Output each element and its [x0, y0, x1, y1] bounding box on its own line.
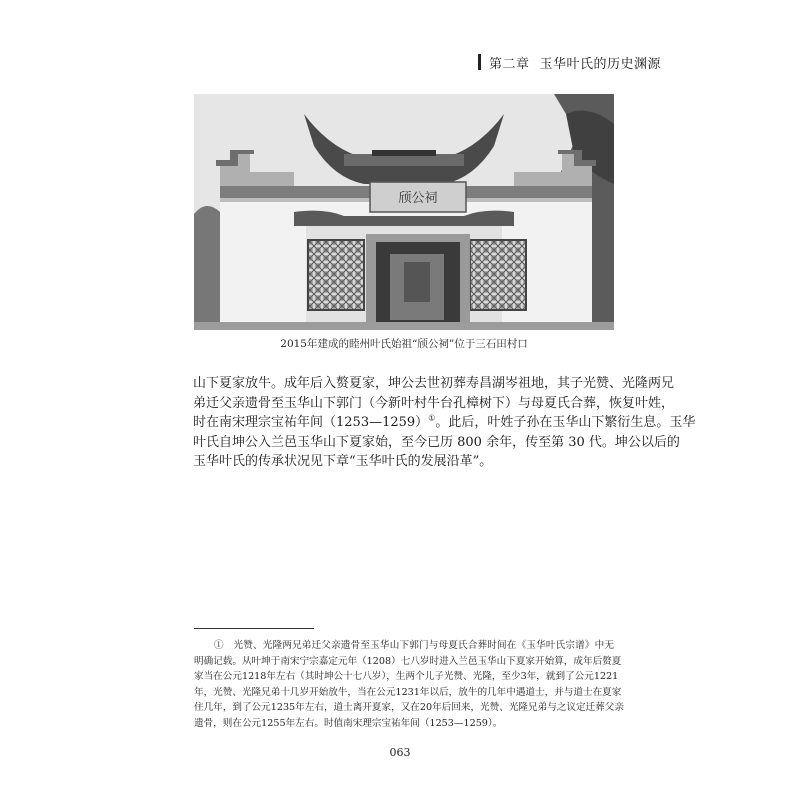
footnote-line: 家当在公元1218年左右（其时坤公十七八岁），生两个儿子光赞、光隆，至少3年，就到了公元1221 — [194, 671, 619, 682]
footnote-line: 住几年，到了公元1235年左右，道士离开夏家，又在20年后回来，光赞、光隆兄弟与之议定迁葬父亲 — [194, 702, 624, 713]
footnote-marker: ① — [214, 640, 224, 651]
footnote-text: 光赞、光隆两兄弟迁父亲遗骨至玉华山下郭门与母夏氏合葬时间在《玉华叶氏宗谱》中无 — [233, 640, 615, 651]
footnote-line: 遗骨，则在公元1255年左右。时值南宋理宗宝祐年间（1253—1259）。 — [194, 717, 503, 729]
ancestral-hall-photo — [194, 94, 614, 330]
body-line: 叶氏自坤公入兰邑玉华山下夏家始，至今已历 800 余年，传至第 30 代。坤公以后的 — [193, 434, 680, 450]
footnote-line: 明确记载。从叶坤于南宋宁宗嘉定元年（1208）七八岁时进入兰邑玉华山下夏家开始算，成年后赘夏 — [194, 655, 622, 667]
running-head — [478, 52, 661, 72]
footnote-separator — [194, 628, 314, 629]
body-text — [193, 374, 696, 472]
body-line: 玉华叶氏的传承状况见下章“玉华叶氏的发展沿革”。 — [193, 454, 493, 470]
footnote-line: 年，光赞、光隆兄弟十几岁开始放牛，当在公元1231年以后，放牛的几年中遇道士，并与道士在夏家 — [194, 686, 622, 698]
page-number: 063 — [389, 746, 411, 759]
running-head-bar — [478, 54, 481, 70]
footnote-reference[interactable]: ① — [428, 413, 436, 423]
body-line: 弟迁父亲遗骨至玉华山下郭门（今新叶村牛台孔樟树下）与母夏氏合葬，恢复叶姓， — [193, 395, 675, 411]
running-head-chapter: 第二章 — [489, 56, 530, 72]
body-line-segment: 。此后，叶姓子孙在玉华山下繁衍生息。玉华 — [435, 415, 696, 431]
photo-caption: 2015年建成的睦州叶氏始祖“颀公祠”位于三石田村口 — [280, 338, 528, 350]
body-line-segment: 时在南宋理宗宝祐年间（1253—1259） — [193, 415, 429, 431]
footnote-line — [194, 638, 614, 654]
body-line — [193, 413, 696, 433]
running-head-title: 玉华叶氏的历史渊源 — [539, 56, 662, 72]
footnote — [194, 638, 624, 731]
body-line: 山下夏家放牛。成年后入赘夏家，坤公去世初葬寿昌湖岑祖地，其子光赞、光隆两兄 — [193, 376, 675, 391]
plaque-text: 颀公祠 — [398, 191, 438, 206]
